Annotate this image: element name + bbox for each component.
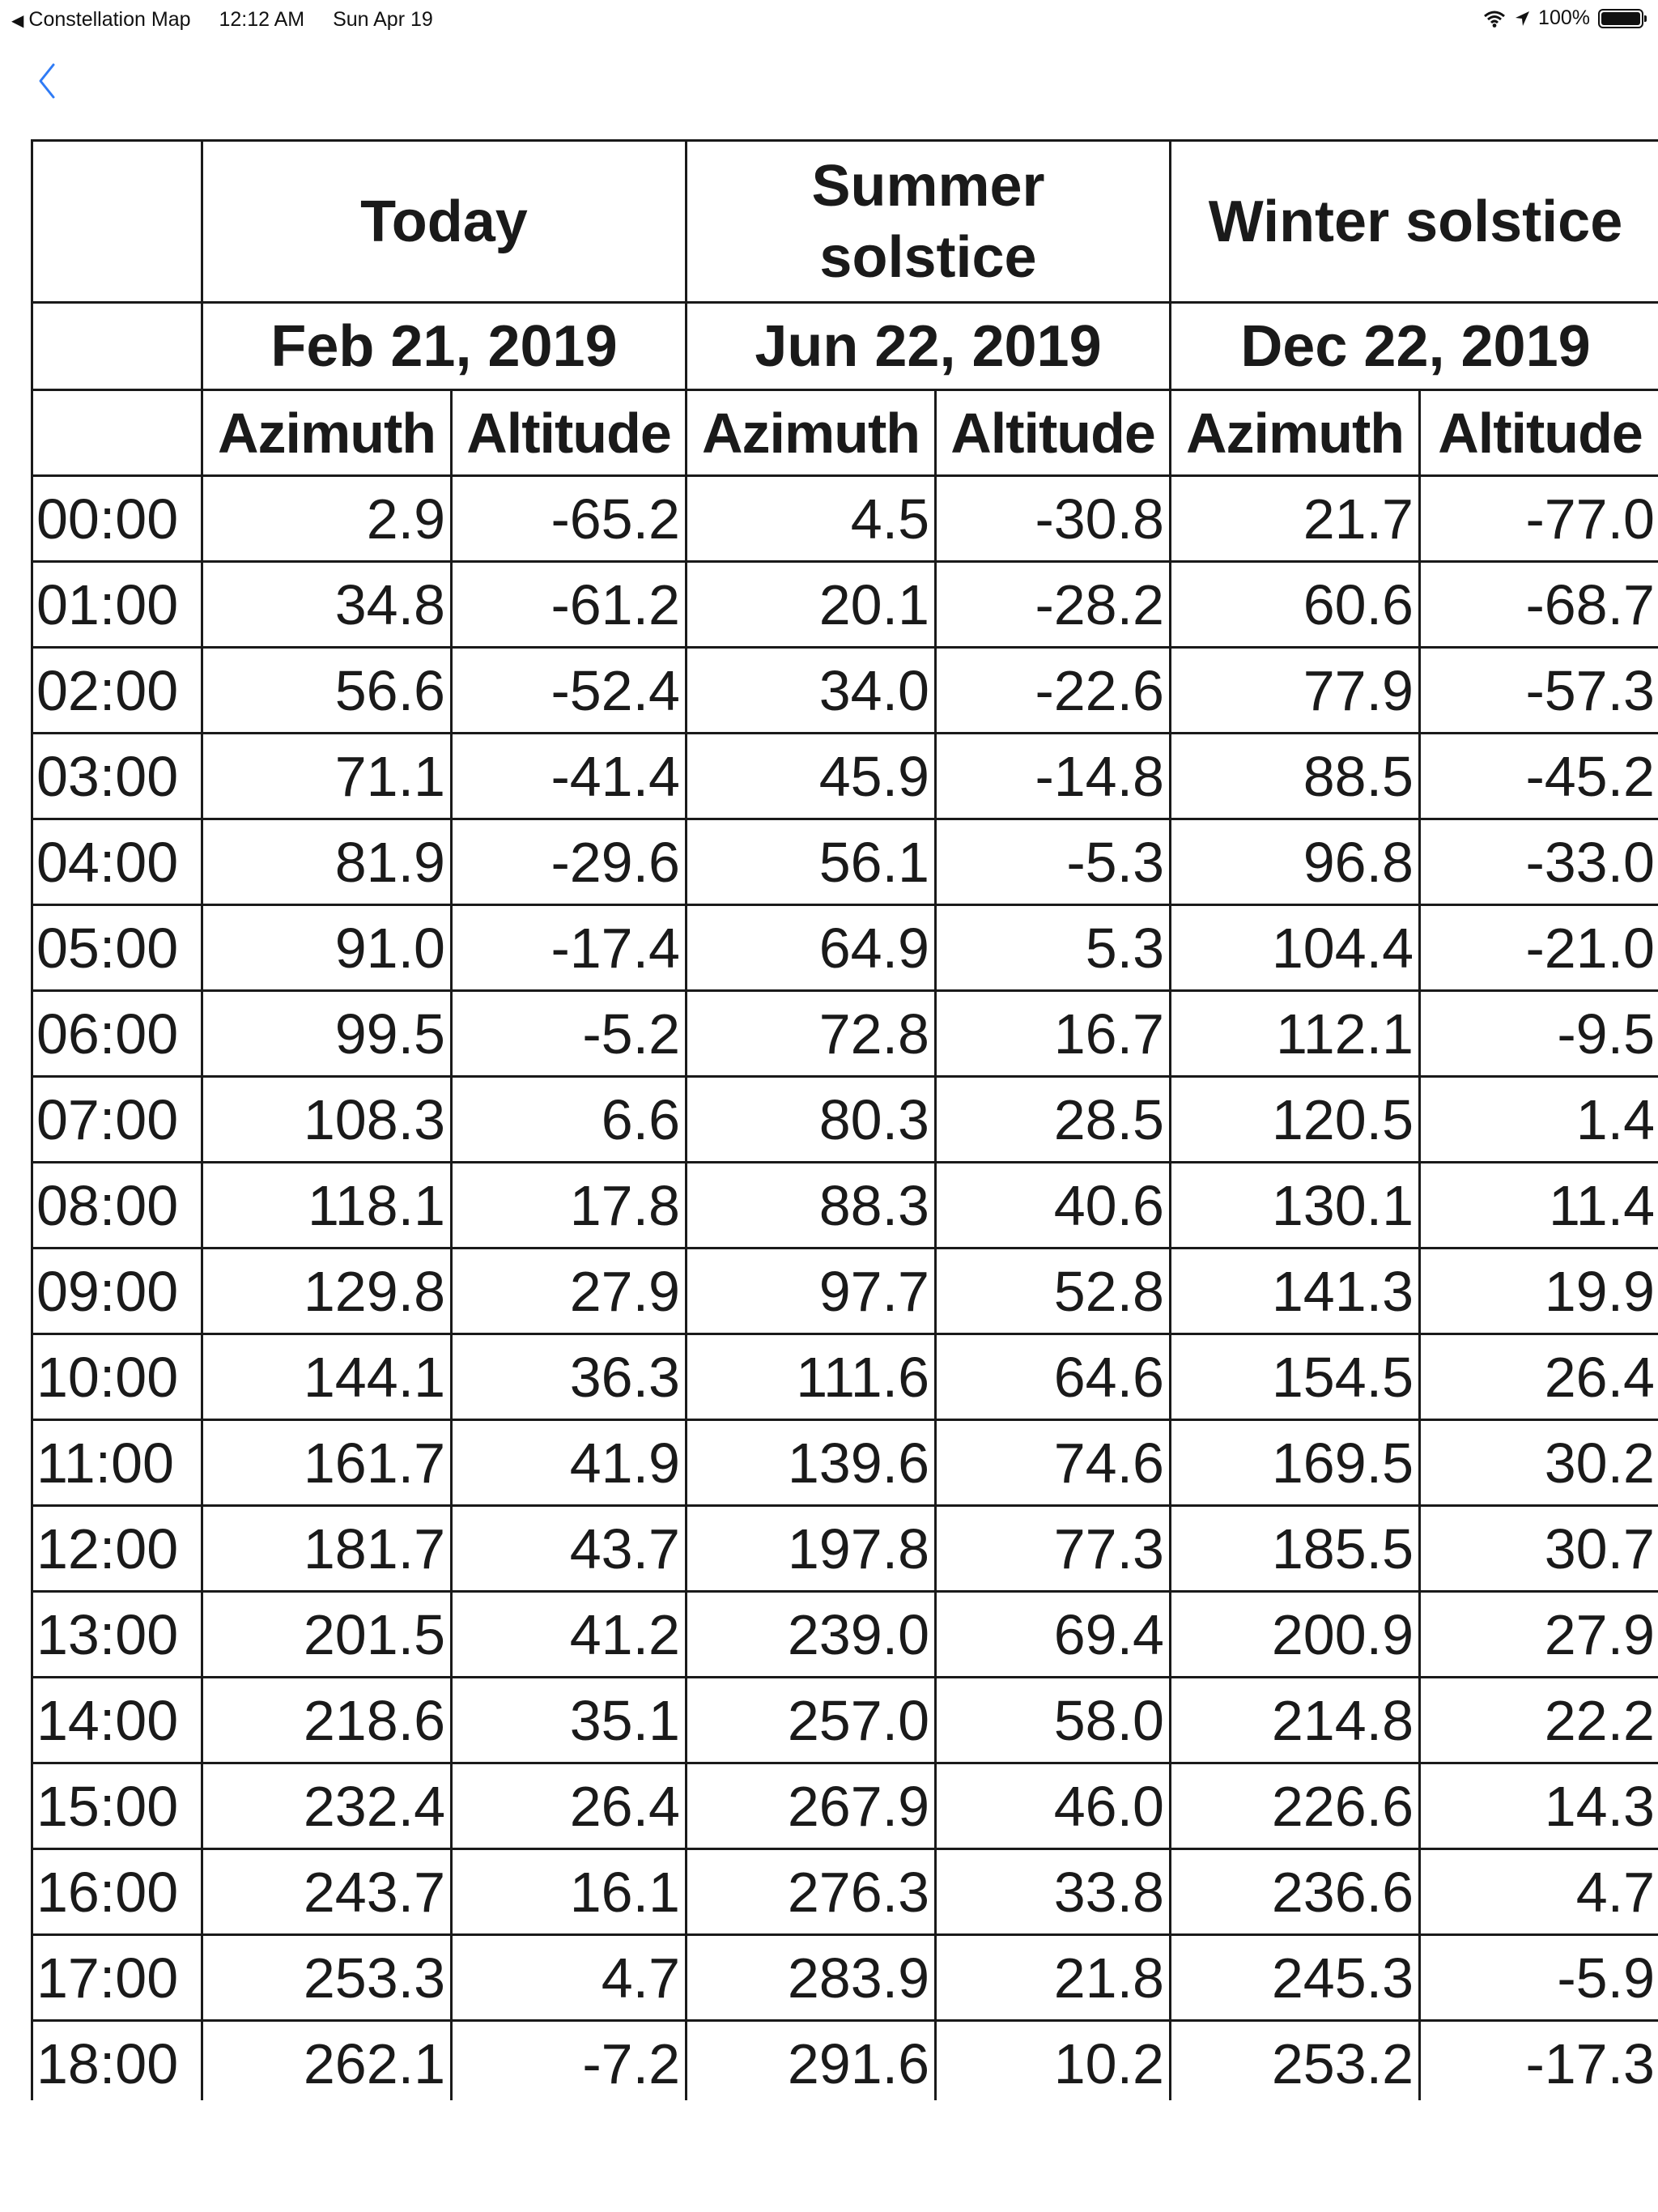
altitude-cell: 43.7 [452, 1506, 687, 1592]
altitude-cell: -30.8 [936, 476, 1171, 562]
time-cell: 07:00 [32, 1077, 202, 1163]
time-cell: 11:00 [32, 1420, 202, 1506]
altitude-cell: -52.4 [452, 648, 687, 734]
group-date-today: Feb 21, 2019 [202, 303, 687, 390]
table-row [32, 905, 1658, 991]
altitude-cell: 28.5 [936, 1077, 1171, 1163]
time-cell: 00:00 [32, 476, 202, 562]
table-row [32, 1849, 1658, 1935]
azimuth-cell: 56.1 [687, 819, 936, 905]
table-row [32, 1420, 1658, 1506]
azimuth-cell: 80.3 [687, 1077, 936, 1163]
azimuth-cell: 291.6 [687, 2021, 936, 2101]
altitude-cell: 21.8 [936, 1935, 1171, 2021]
altitude-cell: 33.8 [936, 1849, 1171, 1935]
table-row [32, 1077, 1658, 1163]
status-back-app-label[interactable]: Constellation Map [28, 8, 191, 31]
table-row [32, 476, 1658, 562]
time-cell: 05:00 [32, 905, 202, 991]
altitude-cell: -77.0 [1420, 476, 1658, 562]
azimuth-cell: 144.1 [202, 1334, 452, 1420]
azimuth-cell: 169.5 [1171, 1420, 1420, 1506]
azimuth-cell: 111.6 [687, 1334, 936, 1420]
column-header-azimuth: Azimuth [1171, 390, 1420, 476]
wifi-icon [1483, 10, 1506, 28]
azimuth-cell: 200.9 [1171, 1592, 1420, 1678]
altitude-cell: -5.2 [452, 991, 687, 1077]
azimuth-cell: 91.0 [202, 905, 452, 991]
column-header-altitude: Altitude [1420, 390, 1658, 476]
azimuth-cell: 283.9 [687, 1935, 936, 2021]
table-row [32, 648, 1658, 734]
battery-icon [1598, 9, 1643, 28]
altitude-cell: -22.6 [936, 648, 1171, 734]
azimuth-cell: 181.7 [202, 1506, 452, 1592]
group-title-summer: Summer solstice [687, 141, 1171, 303]
battery-percent: 100% [1538, 6, 1590, 29]
azimuth-cell: 64.9 [687, 905, 936, 991]
column-header-azimuth: Azimuth [202, 390, 452, 476]
group-title-row [32, 141, 1658, 303]
azimuth-cell: 112.1 [1171, 991, 1420, 1077]
azimuth-cell: 154.5 [1171, 1334, 1420, 1420]
column-header-altitude: Altitude [936, 390, 1171, 476]
azimuth-cell: 45.9 [687, 734, 936, 819]
azimuth-cell: 245.3 [1171, 1935, 1420, 2021]
altitude-cell: 26.4 [452, 1763, 687, 1849]
status-time: 12:12 AM [219, 8, 305, 31]
azimuth-cell: 96.8 [1171, 819, 1420, 905]
altitude-cell: 41.2 [452, 1592, 687, 1678]
time-cell: 08:00 [32, 1163, 202, 1249]
table-row [32, 819, 1658, 905]
altitude-cell: -17.3 [1420, 2021, 1658, 2101]
azimuth-cell: 99.5 [202, 991, 452, 1077]
altitude-cell: -28.2 [936, 562, 1171, 648]
azimuth-cell: 2.9 [202, 476, 452, 562]
azimuth-cell: 71.1 [202, 734, 452, 819]
azimuth-cell: 214.8 [1171, 1678, 1420, 1763]
azimuth-cell: 108.3 [202, 1077, 452, 1163]
altitude-cell: 77.3 [936, 1506, 1171, 1592]
azimuth-cell: 34.0 [687, 648, 936, 734]
azimuth-cell: 88.3 [687, 1163, 936, 1249]
azimuth-cell: 267.9 [687, 1763, 936, 1849]
time-cell: 13:00 [32, 1592, 202, 1678]
azimuth-cell: 21.7 [1171, 476, 1420, 562]
altitude-cell: -45.2 [1420, 734, 1658, 819]
azimuth-cell: 201.5 [202, 1592, 452, 1678]
azimuth-cell: 226.6 [1171, 1763, 1420, 1849]
azimuth-cell: 60.6 [1171, 562, 1420, 648]
table-row [32, 1935, 1658, 2021]
altitude-cell: 16.1 [452, 1849, 687, 1935]
altitude-cell: 27.9 [452, 1249, 687, 1334]
altitude-cell: 58.0 [936, 1678, 1171, 1763]
column-header-altitude: Altitude [452, 390, 687, 476]
azimuth-cell: 139.6 [687, 1420, 936, 1506]
azimuth-cell: 236.6 [1171, 1849, 1420, 1935]
altitude-cell: 46.0 [936, 1763, 1171, 1849]
azimuth-cell: 253.3 [202, 1935, 452, 2021]
altitude-cell: -7.2 [452, 2021, 687, 2101]
altitude-cell: 19.9 [1420, 1249, 1658, 1334]
table-row [32, 1506, 1658, 1592]
status-right [1483, 6, 1643, 30]
time-cell: 15:00 [32, 1763, 202, 1849]
altitude-cell: 16.7 [936, 991, 1171, 1077]
time-cell: 04:00 [32, 819, 202, 905]
azimuth-cell: 81.9 [202, 819, 452, 905]
time-cell: 10:00 [32, 1334, 202, 1420]
altitude-cell: 4.7 [1420, 1849, 1658, 1935]
altitude-cell: 4.7 [452, 1935, 687, 2021]
group-title-winter: Winter solstice [1171, 141, 1658, 303]
azimuth-cell: 88.5 [1171, 734, 1420, 819]
azimuth-cell: 257.0 [687, 1678, 936, 1763]
azimuth-cell: 118.1 [202, 1163, 452, 1249]
altitude-cell: 41.9 [452, 1420, 687, 1506]
altitude-cell: -29.6 [452, 819, 687, 905]
azimuth-cell: 232.4 [202, 1763, 452, 1849]
corner-cell [32, 141, 202, 303]
altitude-cell: 64.6 [936, 1334, 1171, 1420]
azimuth-cell: 130.1 [1171, 1163, 1420, 1249]
table-row [32, 562, 1658, 648]
altitude-cell: -61.2 [452, 562, 687, 648]
group-date-row [32, 303, 1658, 390]
altitude-cell: 1.4 [1420, 1077, 1658, 1163]
table-row [32, 734, 1658, 819]
time-cell: 02:00 [32, 648, 202, 734]
altitude-cell: 26.4 [1420, 1334, 1658, 1420]
azimuth-cell: 276.3 [687, 1849, 936, 1935]
altitude-cell: -57.3 [1420, 648, 1658, 734]
altitude-cell: 27.9 [1420, 1592, 1658, 1678]
azimuth-cell: 185.5 [1171, 1506, 1420, 1592]
time-cell: 16:00 [32, 1849, 202, 1935]
azimuth-cell: 243.7 [202, 1849, 452, 1935]
altitude-cell: 5.3 [936, 905, 1171, 991]
altitude-cell: 74.6 [936, 1420, 1171, 1506]
corner-cell [32, 303, 202, 390]
azimuth-cell: 120.5 [1171, 1077, 1420, 1163]
azimuth-cell: 253.2 [1171, 2021, 1420, 2101]
table-row [32, 1163, 1658, 1249]
azimuth-cell: 104.4 [1171, 905, 1420, 991]
altitude-cell: -41.4 [452, 734, 687, 819]
altitude-cell: 36.3 [452, 1334, 687, 1420]
azimuth-cell: 161.7 [202, 1420, 452, 1506]
altitude-cell: 22.2 [1420, 1678, 1658, 1763]
azimuth-cell: 262.1 [202, 2021, 452, 2101]
group-date-summer: Jun 22, 2019 [687, 303, 1171, 390]
table-body [32, 476, 1658, 2101]
corner-cell [32, 390, 202, 476]
azimuth-cell: 141.3 [1171, 1249, 1420, 1334]
azimuth-cell: 97.7 [687, 1249, 936, 1334]
altitude-cell: 10.2 [936, 2021, 1171, 2101]
sun-position-table [31, 139, 1658, 2100]
azimuth-cell: 34.8 [202, 562, 452, 648]
time-cell: 12:00 [32, 1506, 202, 1592]
altitude-cell: 30.2 [1420, 1420, 1658, 1506]
column-header-azimuth: Azimuth [687, 390, 936, 476]
altitude-cell: -9.5 [1420, 991, 1658, 1077]
time-cell: 03:00 [32, 734, 202, 819]
azimuth-cell: 218.6 [202, 1678, 452, 1763]
altitude-cell: 35.1 [452, 1678, 687, 1763]
status-date: Sun Apr 19 [333, 8, 433, 31]
altitude-cell: 11.4 [1420, 1163, 1658, 1249]
time-cell: 14:00 [32, 1678, 202, 1763]
altitude-cell: -14.8 [936, 734, 1171, 819]
status-left [11, 8, 456, 32]
table-row [32, 1249, 1658, 1334]
altitude-cell: -68.7 [1420, 562, 1658, 648]
table-row [32, 991, 1658, 1077]
time-cell: 09:00 [32, 1249, 202, 1334]
chevron-left-icon[interactable] [32, 58, 65, 104]
table-row [32, 1592, 1658, 1678]
altitude-cell: -65.2 [452, 476, 687, 562]
location-arrow-icon [1514, 10, 1530, 28]
altitude-cell: 40.6 [936, 1163, 1171, 1249]
time-cell: 01:00 [32, 562, 202, 648]
altitude-cell: 30.7 [1420, 1506, 1658, 1592]
back-triangle-icon[interactable]: ◀ [11, 12, 24, 30]
altitude-cell: -5.9 [1420, 1935, 1658, 2021]
altitude-cell: 17.8 [452, 1163, 687, 1249]
sun-position-table-container[interactable] [31, 139, 1658, 2100]
table-row [32, 1334, 1658, 1420]
altitude-cell: -33.0 [1420, 819, 1658, 905]
time-cell: 06:00 [32, 991, 202, 1077]
status-bar [0, 0, 1658, 39]
time-cell: 18:00 [32, 2021, 202, 2101]
altitude-cell: 6.6 [452, 1077, 687, 1163]
altitude-cell: 52.8 [936, 1249, 1171, 1334]
azimuth-cell: 20.1 [687, 562, 936, 648]
altitude-cell: -21.0 [1420, 905, 1658, 991]
altitude-cell: -17.4 [452, 905, 687, 991]
table-row [32, 2021, 1658, 2101]
group-date-winter: Dec 22, 2019 [1171, 303, 1658, 390]
time-cell: 17:00 [32, 1935, 202, 2021]
table-row [32, 1678, 1658, 1763]
azimuth-cell: 197.8 [687, 1506, 936, 1592]
azimuth-cell: 4.5 [687, 476, 936, 562]
altitude-cell: -5.3 [936, 819, 1171, 905]
altitude-cell: 14.3 [1420, 1763, 1658, 1849]
column-header-row [32, 390, 1658, 476]
azimuth-cell: 239.0 [687, 1592, 936, 1678]
table-row [32, 1763, 1658, 1849]
azimuth-cell: 129.8 [202, 1249, 452, 1334]
azimuth-cell: 72.8 [687, 991, 936, 1077]
altitude-cell: 69.4 [936, 1592, 1171, 1678]
azimuth-cell: 77.9 [1171, 648, 1420, 734]
group-title-today: Today [202, 141, 687, 303]
azimuth-cell: 56.6 [202, 648, 452, 734]
